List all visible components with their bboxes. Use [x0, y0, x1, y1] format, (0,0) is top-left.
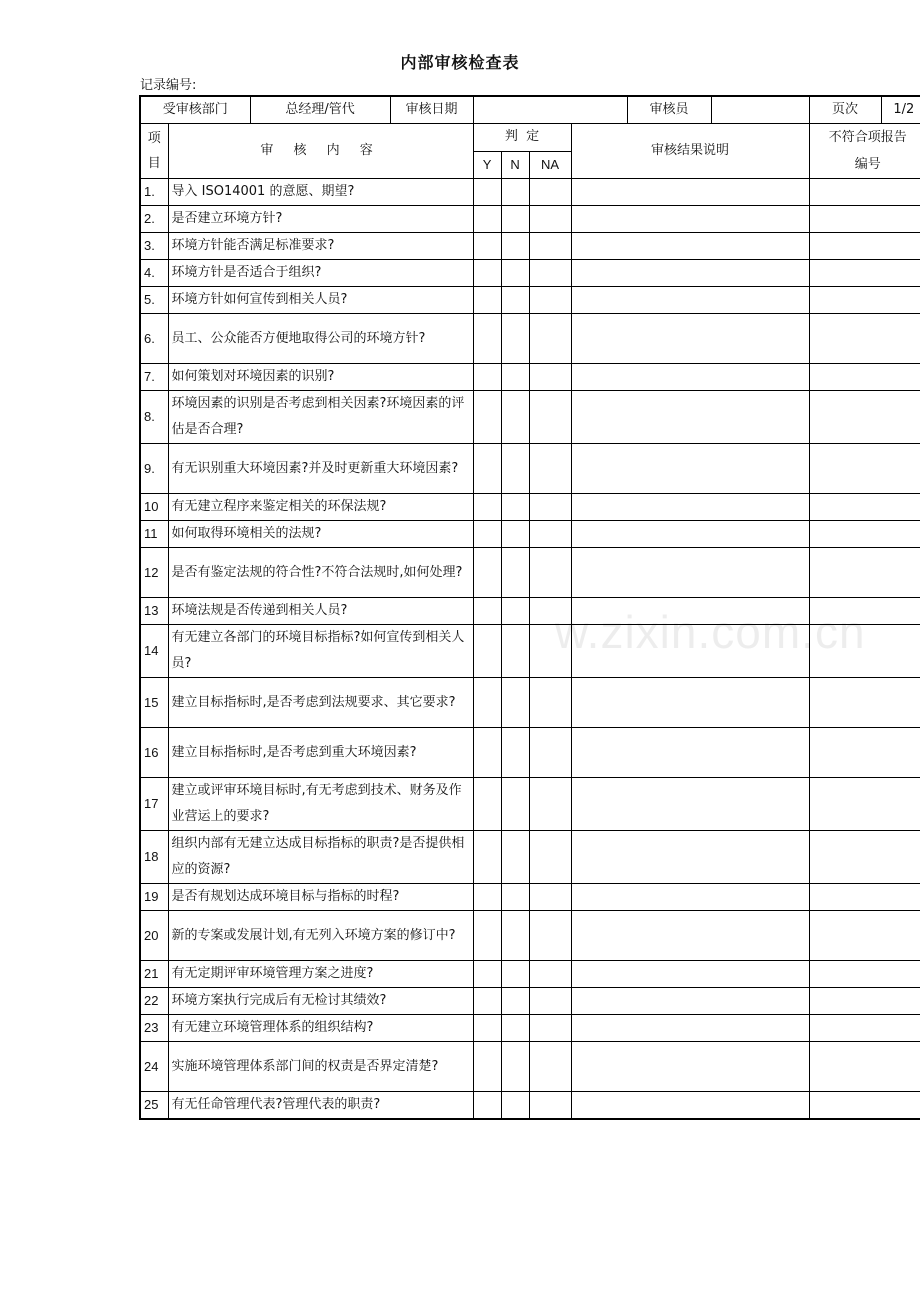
audit-checklist-table	[139, 95, 920, 1120]
checklist-row	[140, 287, 920, 314]
record-number-label: 记录编号:	[140, 78, 197, 93]
audit-question: 导入 ISO14001 的意愿、期望?	[168, 179, 473, 206]
ncr-number-cell[interactable]	[809, 287, 920, 314]
audit-question: 环境法规是否传递到相关人员?	[168, 598, 473, 625]
ncr-number-cell[interactable]	[809, 1042, 920, 1092]
document-title: 内部审核检查表	[400, 53, 520, 72]
ncr-number-cell[interactable]	[809, 364, 920, 391]
dept-value: 总经理/管代	[250, 96, 390, 124]
judge-na-cell[interactable]	[529, 678, 571, 728]
judge-y-cell[interactable]	[473, 444, 501, 494]
judge-na-cell[interactable]	[529, 598, 571, 625]
audit-question: 有无建立程序来鉴定相关的环保法规?	[168, 494, 473, 521]
audit-question: 如何策划对环境因素的识别?	[168, 364, 473, 391]
column-header-row-1	[140, 124, 920, 152]
result-note-cell[interactable]	[571, 884, 809, 911]
row-number: 15	[140, 678, 168, 728]
ncr-header-line-2: 编号	[854, 157, 881, 172]
judge-na-header: NA	[529, 151, 571, 179]
audit-question: 环境方案执行完成后有无检讨其绩效?	[168, 988, 473, 1015]
judge-na-cell[interactable]	[529, 364, 571, 391]
row-number: 8.	[140, 391, 168, 444]
result-note-cell[interactable]	[571, 625, 809, 678]
judge-na-cell[interactable]	[529, 233, 571, 260]
result-note-cell[interactable]	[571, 1015, 809, 1042]
judge-n-cell[interactable]	[501, 778, 529, 831]
page-label: 页次	[809, 96, 881, 124]
judge-y-cell[interactable]	[473, 625, 501, 678]
audit-date-label: 审核日期	[390, 96, 473, 124]
ncr-number-cell[interactable]	[809, 961, 920, 988]
judge-n-header: N	[501, 151, 529, 179]
judge-y-cell[interactable]	[473, 988, 501, 1015]
judge-y-cell[interactable]	[473, 678, 501, 728]
ncr-column-header	[809, 124, 920, 179]
row-number: 19	[140, 884, 168, 911]
result-note-cell[interactable]	[571, 678, 809, 728]
audit-question: 环境方针是否适合于组织?	[168, 260, 473, 287]
ncr-number-cell[interactable]	[809, 444, 920, 494]
checklist-row	[140, 911, 920, 961]
judge-n-cell[interactable]	[501, 1092, 529, 1120]
checklist-row	[140, 1015, 920, 1042]
ncr-number-cell[interactable]	[809, 728, 920, 778]
checklist-row	[140, 364, 920, 391]
audit-question: 是否有鉴定法规的符合性?不符合法规时,如何处理?	[168, 548, 473, 598]
judge-y-cell[interactable]	[473, 233, 501, 260]
judge-na-cell[interactable]	[529, 884, 571, 911]
row-number: 11	[140, 521, 168, 548]
item-column-header	[140, 124, 168, 179]
ncr-number-cell[interactable]	[809, 831, 920, 884]
checklist-row	[140, 961, 920, 988]
audit-question: 建立目标指标时,是否考虑到法规要求、其它要求?	[168, 678, 473, 728]
row-number: 12	[140, 548, 168, 598]
judge-y-cell[interactable]	[473, 1042, 501, 1092]
checklist-row	[140, 444, 920, 494]
checklist-row	[140, 206, 920, 233]
auditor-value[interactable]	[711, 96, 809, 124]
judge-y-cell[interactable]	[473, 314, 501, 364]
judge-n-cell[interactable]	[501, 444, 529, 494]
judge-n-cell[interactable]	[501, 728, 529, 778]
ncr-number-cell[interactable]	[809, 206, 920, 233]
judge-y-cell[interactable]	[473, 598, 501, 625]
row-number: 25	[140, 1092, 168, 1120]
result-column-header: 审核结果说明	[571, 124, 809, 179]
judge-y-cell[interactable]	[473, 521, 501, 548]
ncr-number-cell[interactable]	[809, 233, 920, 260]
judge-n-cell[interactable]	[501, 911, 529, 961]
checklist-row	[140, 778, 920, 831]
judge-y-cell[interactable]	[473, 728, 501, 778]
checklist-row	[140, 884, 920, 911]
judge-n-cell[interactable]	[501, 391, 529, 444]
checklist-row	[140, 678, 920, 728]
ncr-number-cell[interactable]	[809, 598, 920, 625]
judge-n-cell[interactable]	[501, 233, 529, 260]
ncr-number-cell[interactable]	[809, 988, 920, 1015]
row-number: 5.	[140, 287, 168, 314]
judge-na-cell[interactable]	[529, 444, 571, 494]
judge-n-cell[interactable]	[501, 364, 529, 391]
judge-na-cell[interactable]	[529, 206, 571, 233]
ncr-number-cell[interactable]	[809, 391, 920, 444]
ncr-number-cell[interactable]	[809, 179, 920, 206]
result-note-cell[interactable]	[571, 444, 809, 494]
judge-na-cell[interactable]	[529, 988, 571, 1015]
ncr-number-cell[interactable]	[809, 548, 920, 598]
audit-question: 员工、公众能否方便地取得公司的环境方针?	[168, 314, 473, 364]
row-number: 7.	[140, 364, 168, 391]
judge-y-cell[interactable]	[473, 287, 501, 314]
audit-question: 如何取得环境相关的法规?	[168, 521, 473, 548]
result-note-cell[interactable]	[571, 364, 809, 391]
judge-y-cell[interactable]	[473, 778, 501, 831]
result-note-cell[interactable]	[571, 260, 809, 287]
ncr-number-cell[interactable]	[809, 314, 920, 364]
checklist-row	[140, 988, 920, 1015]
result-note-cell[interactable]	[571, 494, 809, 521]
audit-question: 建立目标指标时,是否考虑到重大环境因素?	[168, 728, 473, 778]
checklist-row	[140, 728, 920, 778]
judge-y-cell[interactable]	[473, 494, 501, 521]
audit-question: 有无定期评审环境管理方案之进度?	[168, 961, 473, 988]
judge-na-cell[interactable]	[529, 1092, 571, 1120]
ncr-header-line-1: 不符合项报告	[828, 130, 907, 145]
checklist-row	[140, 598, 920, 625]
checklist-row	[140, 260, 920, 287]
judge-n-cell[interactable]	[501, 287, 529, 314]
result-note-cell[interactable]	[571, 1092, 809, 1120]
judge-na-cell[interactable]	[529, 548, 571, 598]
judge-n-cell[interactable]	[501, 598, 529, 625]
audit-question: 有无识别重大环境因素?并及时更新重大环境因素?	[168, 444, 473, 494]
result-note-cell[interactable]	[571, 287, 809, 314]
ncr-number-cell[interactable]	[809, 778, 920, 831]
judge-y-cell[interactable]	[473, 206, 501, 233]
result-note-cell[interactable]	[571, 728, 809, 778]
ncr-number-cell[interactable]	[809, 260, 920, 287]
row-number: 22	[140, 988, 168, 1015]
result-note-cell[interactable]	[571, 548, 809, 598]
audit-question: 有无建立各部门的环境目标指标?如何宣传到相关人员?	[168, 625, 473, 678]
checklist-row	[140, 548, 920, 598]
judge-n-cell[interactable]	[501, 1042, 529, 1092]
ncr-number-cell[interactable]	[809, 911, 920, 961]
judge-na-cell[interactable]	[529, 1042, 571, 1092]
row-number: 10	[140, 494, 168, 521]
checklist-row	[140, 391, 920, 444]
item-header-line-2: 目	[147, 156, 161, 171]
judge-na-cell[interactable]	[529, 831, 571, 884]
row-number: 23	[140, 1015, 168, 1042]
result-note-cell[interactable]	[571, 831, 809, 884]
judge-n-cell[interactable]	[501, 625, 529, 678]
judge-n-cell[interactable]	[501, 961, 529, 988]
judge-n-cell[interactable]	[501, 548, 529, 598]
audit-question: 新的专案或发展计划,有无列入环境方案的修订中?	[168, 911, 473, 961]
ncr-number-cell[interactable]	[809, 884, 920, 911]
judge-n-cell[interactable]	[501, 1015, 529, 1042]
checklist-rows	[140, 179, 920, 1120]
judge-y-cell[interactable]	[473, 911, 501, 961]
checklist-row	[140, 179, 920, 206]
result-note-cell[interactable]	[571, 988, 809, 1015]
audit-question: 环境方针能否满足标准要求?	[168, 233, 473, 260]
row-number: 6.	[140, 314, 168, 364]
judge-na-cell[interactable]	[529, 521, 571, 548]
row-number: 2.	[140, 206, 168, 233]
checklist-row	[140, 625, 920, 678]
row-number: 14	[140, 625, 168, 678]
result-note-cell[interactable]	[571, 911, 809, 961]
row-number: 17	[140, 778, 168, 831]
judge-na-cell[interactable]	[529, 911, 571, 961]
judge-y-cell[interactable]	[473, 1092, 501, 1120]
row-number: 4.	[140, 260, 168, 287]
judge-na-cell[interactable]	[529, 494, 571, 521]
judge-n-cell[interactable]	[501, 988, 529, 1015]
audit-question: 有无任命管理代表?管理代表的职责?	[168, 1092, 473, 1120]
result-note-cell[interactable]	[571, 206, 809, 233]
judge-n-cell[interactable]	[501, 831, 529, 884]
judge-n-cell[interactable]	[501, 678, 529, 728]
auditor-label: 审核员	[627, 96, 711, 124]
ncr-number-cell[interactable]	[809, 521, 920, 548]
judge-n-cell[interactable]	[501, 206, 529, 233]
judge-y-cell[interactable]	[473, 179, 501, 206]
judge-n-cell[interactable]	[501, 494, 529, 521]
checklist-row	[140, 314, 920, 364]
judge-n-cell[interactable]	[501, 521, 529, 548]
result-note-cell[interactable]	[571, 961, 809, 988]
judge-na-cell[interactable]	[529, 625, 571, 678]
checklist-row	[140, 831, 920, 884]
judge-y-cell[interactable]	[473, 391, 501, 444]
row-number: 18	[140, 831, 168, 884]
dept-label: 受审核部门	[140, 96, 250, 124]
judge-na-cell[interactable]	[529, 260, 571, 287]
judge-na-cell[interactable]	[529, 179, 571, 206]
checklist-row	[140, 233, 920, 260]
judge-na-cell[interactable]	[529, 728, 571, 778]
result-note-cell[interactable]	[571, 391, 809, 444]
audit-question: 实施环境管理体系部门间的权责是否界定清楚?	[168, 1042, 473, 1092]
item-header-line-1: 项	[147, 131, 161, 146]
checklist-row	[140, 494, 920, 521]
result-note-cell[interactable]	[571, 233, 809, 260]
checklist-row	[140, 1042, 920, 1092]
audit-date-value[interactable]	[473, 96, 627, 124]
row-number: 3.	[140, 233, 168, 260]
result-note-cell[interactable]	[571, 778, 809, 831]
judge-na-cell[interactable]	[529, 961, 571, 988]
audit-question: 组织内部有无建立达成目标指标的职责?是否提供相应的资源?	[168, 831, 473, 884]
row-number: 24	[140, 1042, 168, 1092]
judge-y-cell[interactable]	[473, 884, 501, 911]
judge-na-cell[interactable]	[529, 1015, 571, 1042]
ncr-number-cell[interactable]	[809, 678, 920, 728]
result-note-cell[interactable]	[571, 314, 809, 364]
header-info-row	[140, 96, 920, 124]
audit-question: 是否有规划达成环境目标与指标的时程?	[168, 884, 473, 911]
row-number: 1.	[140, 179, 168, 206]
judge-y-cell[interactable]	[473, 548, 501, 598]
judge-y-cell[interactable]	[473, 961, 501, 988]
row-number: 13	[140, 598, 168, 625]
page-value: 1/2	[881, 96, 920, 124]
audit-question: 是否建立环境方针?	[168, 206, 473, 233]
row-number: 16	[140, 728, 168, 778]
audit-question: 环境因素的识别是否考虑到相关因素?环境因素的评估是否合理?	[168, 391, 473, 444]
judge-y-cell[interactable]	[473, 831, 501, 884]
content-column-header: 审 核 内 容	[168, 124, 473, 179]
result-note-cell[interactable]	[571, 1042, 809, 1092]
result-note-cell[interactable]	[571, 179, 809, 206]
judge-y-header: Y	[473, 151, 501, 179]
judge-n-cell[interactable]	[501, 179, 529, 206]
ncr-number-cell[interactable]	[809, 1092, 920, 1120]
judge-y-cell[interactable]	[473, 364, 501, 391]
judge-n-cell[interactable]	[501, 884, 529, 911]
judge-na-cell[interactable]	[529, 314, 571, 364]
judgement-column-header: 判 定	[473, 124, 571, 152]
audit-question: 建立或评审环境目标时,有无考虑到技术、财务及作业营运上的要求?	[168, 778, 473, 831]
checklist-row	[140, 521, 920, 548]
audit-question: 有无建立环境管理体系的组织结构?	[168, 1015, 473, 1042]
row-number: 21	[140, 961, 168, 988]
ncr-number-cell[interactable]	[809, 494, 920, 521]
result-note-cell[interactable]	[571, 521, 809, 548]
watermark: w.zixin.com.cn	[555, 606, 866, 658]
audit-question: 环境方针如何宣传到相关人员?	[168, 287, 473, 314]
judge-n-cell[interactable]	[501, 260, 529, 287]
row-number: 20	[140, 911, 168, 961]
judge-y-cell[interactable]	[473, 1015, 501, 1042]
judge-n-cell[interactable]	[501, 314, 529, 364]
judge-na-cell[interactable]	[529, 778, 571, 831]
ncr-number-cell[interactable]	[809, 1015, 920, 1042]
judge-na-cell[interactable]	[529, 287, 571, 314]
judge-y-cell[interactable]	[473, 260, 501, 287]
judge-na-cell[interactable]	[529, 391, 571, 444]
result-note-cell[interactable]	[571, 598, 809, 625]
checklist-row	[140, 1092, 920, 1120]
ncr-number-cell[interactable]	[809, 625, 920, 678]
row-number: 9.	[140, 444, 168, 494]
